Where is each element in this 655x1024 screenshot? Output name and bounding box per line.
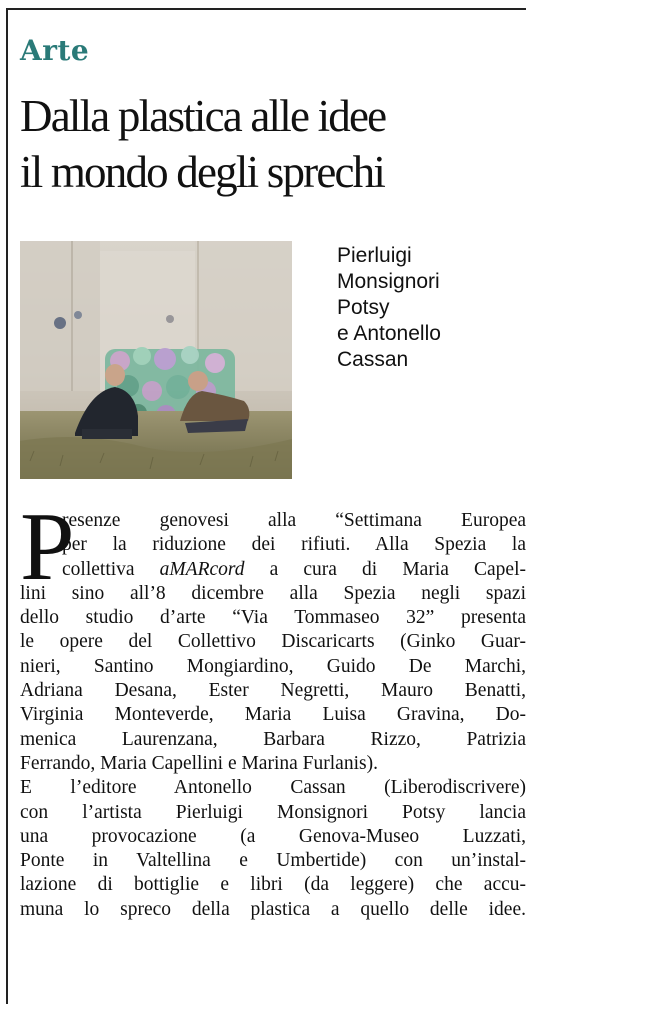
photo-caption (337, 243, 441, 373)
caption-line: Cassan (337, 348, 409, 371)
caption-line: Potsy (337, 296, 390, 319)
top-rule (6, 8, 526, 10)
drop-cap: P (20, 493, 75, 601)
article-line: muna lo spreco della plastica a quello delle idee. (20, 898, 526, 920)
article-line: lazione di bottiglie e libri (da leggere) che accu- (20, 874, 526, 896)
article-line: resenze genovesi alla “Settimana Europea (62, 510, 526, 531)
article-line: Adriana Desana, Ester Negretti, Mauro Benatti, (20, 680, 526, 702)
article-line: E l’editore Antonello Cassan (Liberodiscrivere) (20, 777, 526, 799)
article-text: collettiva (62, 558, 160, 580)
article-line: dello studio d’arte “Via Tommaseo 32” presenta (20, 607, 526, 629)
article-line: le opere del Collettivo Discaricarts (Ginko Guar- (20, 631, 526, 653)
article-line: nieri, Santino Mongiardino, Guido De Marchi, (20, 655, 526, 677)
article-text: a cura di Maria Capel- (244, 558, 526, 580)
headline-line-1: Dalla plastica alle idee (20, 91, 386, 141)
article-line: una provocazione (a Genova-Museo Luzzati, (20, 825, 526, 847)
article-line: lini sino all’8 dicembre alla Spezia negli spazi (20, 582, 526, 604)
headline-line-2: il mondo degli sprechi (20, 147, 385, 197)
column-rule (6, 8, 8, 1004)
caption-line: Monsignori (337, 270, 440, 293)
article-line: Virginia Monteverde, Maria Luisa Gravina, Do- (20, 704, 526, 726)
caption-line: Pierluigi (337, 244, 412, 267)
article-line: con l’artista Pierluigi Monsignori Potsy lancia (20, 801, 526, 823)
article-line (20, 558, 526, 582)
section-label: Arte (20, 34, 90, 67)
headline (20, 88, 540, 200)
article-body (20, 509, 526, 922)
article-line: per la riduzione dei rifiuti. Alla Spezia la (62, 534, 526, 556)
exhibition-title: aMARcord (159, 558, 245, 580)
caption-line: e Antonello (337, 322, 441, 345)
article-line: menica Laurenzana, Barbara Rizzo, Patrizia (20, 728, 526, 750)
article-line: Ponte in Valtellina e Umbertide) con un’instal- (20, 850, 526, 872)
article-line: Ferrando, Maria Capellini e Marina Furlanis). (20, 752, 378, 774)
article-photo (20, 241, 292, 479)
